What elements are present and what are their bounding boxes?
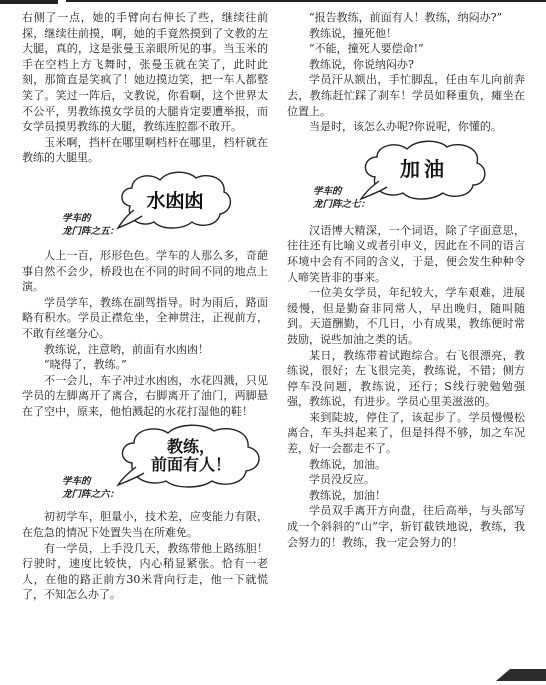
paragraph: 学员双手离开方向盘，往后高举，与头部写成一个斜斜的“山”字，斩钉截铁地说，教练，我会努力的！教练，我一定会努力的！ (287, 504, 525, 549)
page-corner-decoration (476, 663, 546, 681)
paragraph: 某日，教练带着试跑综合。右飞很漂亮，教练说，很好；左飞很完美，教练说，不错；侧方停车没问题，教练说，还行；S线行驶勉勉强强，教练说，有进步。学员心里美滋滋的。 (287, 348, 525, 409)
section-heading-7 (287, 139, 525, 217)
cloud-title-line1: 教练， (166, 437, 215, 457)
cloud-title-bubble (116, 423, 266, 489)
right-column (287, 10, 525, 550)
paragraph: 教练说，加油！ (309, 488, 386, 502)
paragraph: 学员学车，教练在副驾指导。时为雨后，路面略有积水。学员正襟危坐，全神贯注，正视前方，不敢有丝毫分心。 (22, 295, 268, 340)
section-label-line1: 学车的 (62, 212, 91, 224)
paragraph: 不一会儿，车子冲过水凼凼，水花四溅，只见学员的左脚离开了离合，右脚离开了油门，两脚悬在了空中，原来，他怕溅起的水花打湿他的鞋！ (22, 373, 268, 418)
paragraph: 教练说，撞死他！ (309, 26, 397, 40)
cloud-title-bubble (359, 139, 489, 201)
paragraph: 初初学车，胆量小，技术差，应变能力有限，在危急的情况下处置失当在所难免。 (22, 510, 268, 540)
cloud-title-line2: 前面有人！ (150, 455, 231, 475)
paragraph: 当是时，该怎么办呢?你说呢，你懂的。 (309, 120, 502, 134)
section-label-line1: 学车的 (62, 476, 91, 488)
paragraph: 学员没反应。 (309, 473, 375, 487)
paragraph: 教练说，你说纳闷办? (309, 57, 414, 71)
cloud-title-text (116, 423, 266, 489)
paragraph: 玉米啊，挡杆在哪里啊档杆在哪里，档杆就在教练的大腿里。 (22, 135, 268, 165)
paragraph: 有一学员，上手没几天，教练带他上路练胆！行驶时，速度比较快，内心稍显紧张。恰有一老人，在他的路正前方30米背向行走，他一下就慌了，不知怎么办了。 (22, 541, 268, 602)
paragraph: 教练说，加油。 (309, 457, 386, 471)
section-label-line2: 龙门阵之七： (313, 198, 371, 210)
cloud-title-text: 水凼凼 (146, 190, 204, 213)
cloud-title-text: 加油 (400, 157, 448, 182)
section-label-line2: 龙门阵之五： (62, 225, 120, 237)
paragraph: 来到陡坡，停住了，该起步了。学员慢慢松离合，车头抖起来了，但是抖得不够，加之车况差，好一会都走不了。 (287, 410, 525, 456)
paragraph: 汉语博大精深，一个词语，除了字面意思，往往还有比喻义或者引申义，因此在不同的语言环境中会有不同的含义，于是，便会发生种种令人啼笑皆非的事来。 (287, 223, 525, 284)
section-heading-5 (22, 170, 268, 242)
paragraph: 教练说，注意哟，前面有水凼凼！ (44, 342, 209, 356)
section-heading-6 (22, 423, 268, 503)
section-label (62, 212, 119, 238)
page-top-rule (0, 0, 546, 6)
section-label (62, 475, 119, 501)
paragraph: “报告教练，前面有人！教练，纳闷办?” (309, 11, 503, 24)
paragraph: 人上一百，形形色色。学车的人那么多，奇葩事自然不会少，桥段也在不同的时间不同的地点上演。 (22, 248, 268, 294)
section-label (313, 185, 370, 211)
left-column (22, 10, 268, 603)
cloud-title-bubble (116, 170, 234, 230)
paragraph: 右侧了一点，她的手臂向右伸长了些，继续往前探，继续往前摸，啊，她的手竟然摸到了文教的左大腿，真的，这是张曼玉亲眼所见的事。当玉米的手在空档上方飞舞时，张曼玉就在笑了，此时此刻，那简直是笑疯了！她边摸边笑，把一车人都整笑了。笑过一阵后，文教说，你看啊，这个世界太不公平，男教练摸女学员的大腿肯定要遭举报，而女学员摸男教练的大腿，教练连腔都不敢开。 (22, 11, 268, 134)
paragraph: “晓得了，教练。” (44, 358, 127, 372)
section-label-line1: 学车的 (313, 185, 342, 197)
paragraph: 学员汗从额出，手忙脚乱，任由车儿向前奔去，教练赶忙踩了刹车！学员如释重负，瘫坐在位置上。 (287, 73, 525, 118)
paragraph: “不能，撞死人要偿命!” (309, 42, 424, 56)
section-label-line2: 龙门阵之六： (62, 489, 120, 501)
paragraph: 一位美女学员，年纪较大，学车艰难，进展缓慢，但是勤奋非同常人，早出晚归，随叫随到。天道酬勤，不几日，小有成果，教练便时常鼓励，说些加油之类的话。 (287, 286, 525, 346)
